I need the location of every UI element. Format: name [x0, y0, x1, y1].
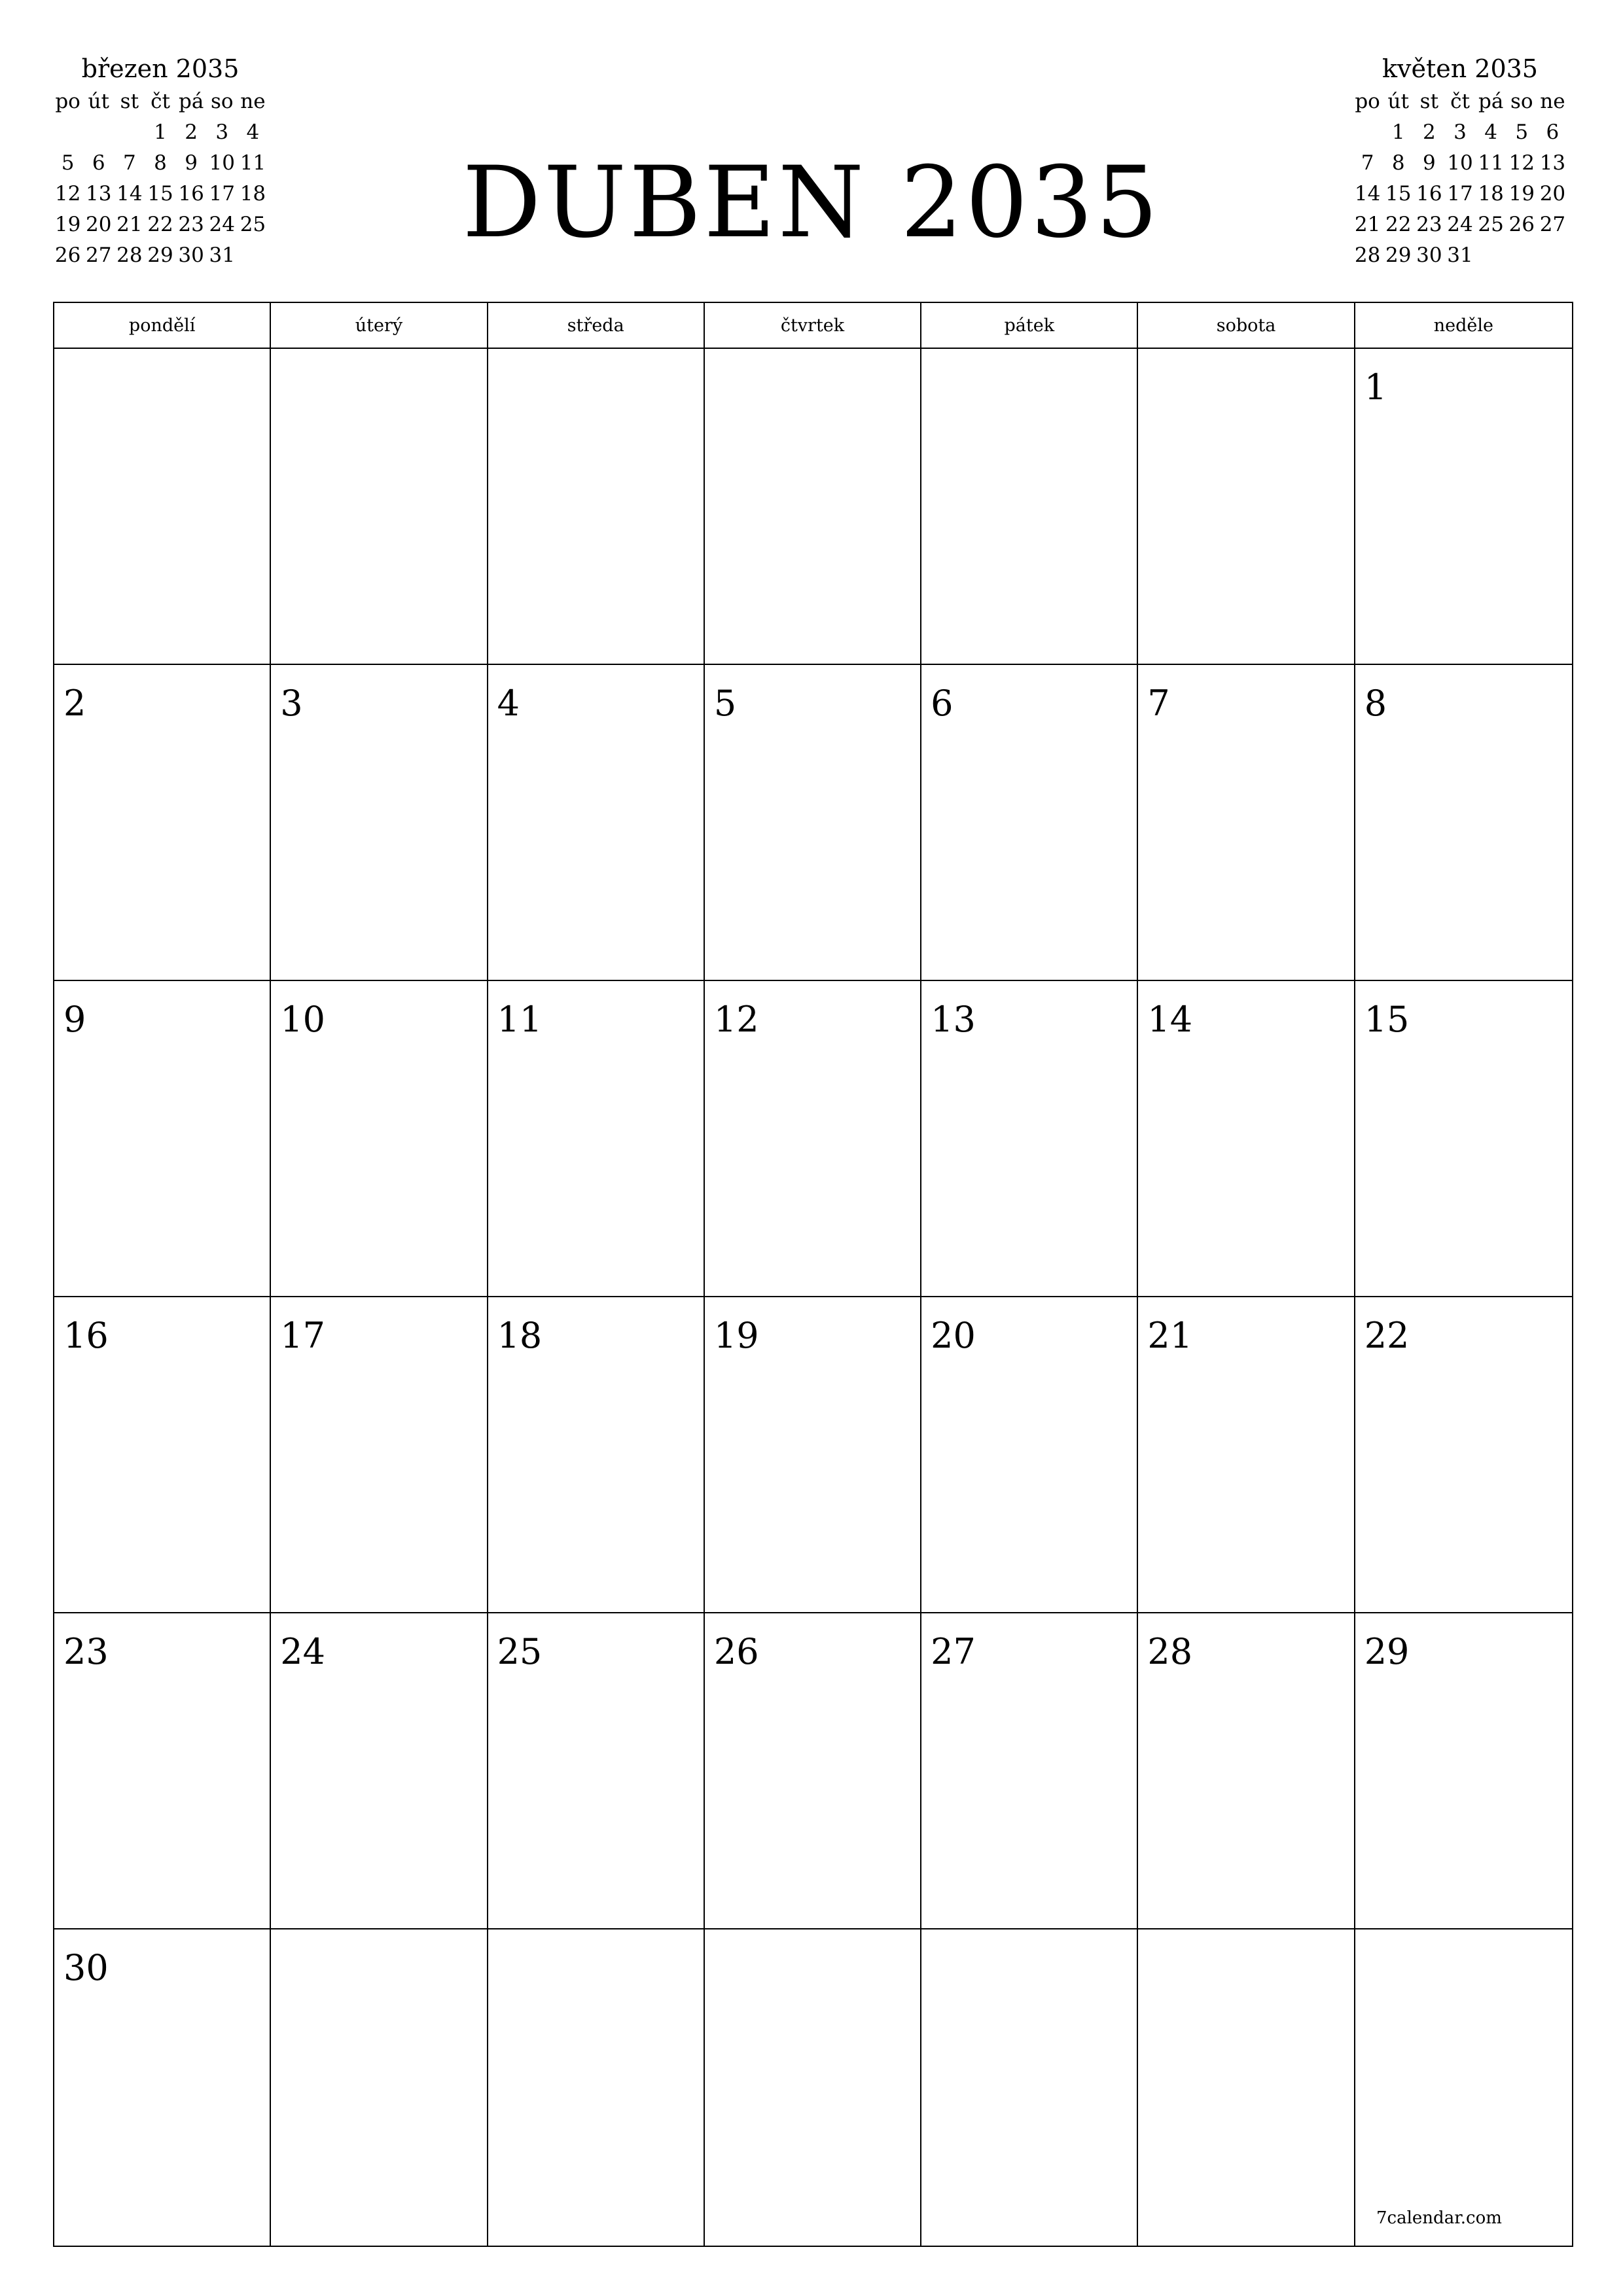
weekday-header: pátek — [921, 303, 1138, 349]
prev-month-weekday: so — [210, 90, 234, 113]
next-month-weekday: čt — [1450, 90, 1470, 113]
next-month-day: 24 — [1447, 213, 1473, 236]
next-month-day: 7 — [1361, 151, 1374, 175]
prev-month-day: 13 — [85, 182, 112, 206]
prev-month-day: 27 — [85, 243, 112, 267]
day-cell[interactable] — [488, 981, 705, 1297]
day-cell[interactable] — [1138, 349, 1355, 665]
next-month-mini-calendar — [1352, 51, 1568, 271]
day-number: 3 — [280, 683, 303, 724]
day-cell[interactable] — [921, 981, 1138, 1297]
next-month-day: 29 — [1385, 243, 1412, 267]
day-number: 30 — [63, 1947, 109, 1988]
day-cell[interactable] — [488, 1297, 705, 1613]
day-cell[interactable] — [1138, 981, 1355, 1297]
next-month-weekday: ne — [1540, 90, 1565, 113]
next-month-day: 8 — [1391, 151, 1405, 175]
prev-month-day: 9 — [185, 151, 198, 175]
weekday-header: sobota — [1138, 303, 1355, 349]
prev-month-weekday: út — [88, 90, 109, 113]
day-cell[interactable] — [705, 665, 921, 981]
prev-month-day: 14 — [116, 182, 143, 206]
prev-month-day — [114, 117, 145, 148]
next-month-day: 6 — [1546, 120, 1560, 144]
day-number: 22 — [1364, 1315, 1410, 1356]
day-number: 26 — [713, 1631, 759, 1672]
next-month-day: 11 — [1478, 151, 1504, 175]
day-cell[interactable] — [705, 349, 921, 665]
day-cell[interactable] — [271, 665, 488, 981]
prev-month-day: 29 — [147, 243, 173, 267]
day-cell[interactable] — [1355, 1613, 1572, 1929]
prev-month-day — [52, 117, 83, 148]
prev-month-day: 16 — [178, 182, 204, 206]
prev-month-day: 15 — [147, 182, 173, 206]
next-month-day: 18 — [1478, 182, 1504, 206]
day-cell[interactable] — [1355, 349, 1572, 665]
next-month-day: 16 — [1416, 182, 1442, 206]
footer-credit: 7calendar.com — [1376, 2208, 1502, 2228]
prev-month-day: 26 — [54, 243, 81, 267]
next-month-day: 30 — [1416, 243, 1442, 267]
prev-month-day: 5 — [61, 151, 75, 175]
next-month-day: 12 — [1508, 151, 1535, 175]
next-month-weekday: pá — [1478, 90, 1504, 113]
prev-month-day: 12 — [54, 182, 81, 206]
prev-month-day: 22 — [147, 213, 173, 236]
prev-month-day: 4 — [246, 120, 260, 144]
day-number: 2 — [63, 683, 86, 724]
day-number: 10 — [280, 999, 325, 1040]
day-cell[interactable] — [921, 1297, 1138, 1613]
next-month-weekday: po — [1355, 90, 1380, 113]
prev-month-day: 31 — [209, 243, 235, 267]
weekday-header: neděle — [1355, 303, 1572, 349]
day-cell[interactable] — [271, 981, 488, 1297]
next-month-day: 27 — [1539, 213, 1566, 236]
day-cell[interactable] — [271, 1929, 488, 2246]
day-cell[interactable] — [921, 1929, 1138, 2246]
next-month-day — [1476, 240, 1507, 271]
day-cell[interactable] — [488, 665, 705, 981]
day-number: 23 — [63, 1631, 109, 1672]
day-number: 24 — [280, 1631, 325, 1672]
day-cell[interactable] — [54, 1613, 271, 1929]
day-cell[interactable] — [1138, 665, 1355, 981]
day-cell[interactable] — [705, 1297, 921, 1613]
prev-month-day: 10 — [209, 151, 235, 175]
next-month-grid — [1352, 86, 1568, 271]
next-month-day: 20 — [1539, 182, 1566, 206]
day-cell[interactable] — [1355, 981, 1572, 1297]
prev-month-day: 2 — [185, 120, 198, 144]
prev-month-title: březen 2035 — [81, 54, 240, 83]
prev-month-day — [83, 117, 114, 148]
prev-month-day: 18 — [240, 182, 266, 206]
prev-month-day: 7 — [122, 151, 136, 175]
day-number: 5 — [713, 683, 737, 724]
prev-month-day: 11 — [240, 151, 266, 175]
day-number: 20 — [931, 1315, 976, 1356]
next-month-day — [1537, 240, 1568, 271]
day-number: 29 — [1364, 1631, 1410, 1672]
day-number: 15 — [1364, 999, 1410, 1040]
next-month-day: 5 — [1515, 120, 1529, 144]
next-month-day — [1507, 240, 1537, 271]
prev-month-weekday: čt — [151, 90, 170, 113]
prev-month-weekday: po — [55, 90, 80, 113]
next-month-day: 19 — [1508, 182, 1535, 206]
day-number: 13 — [931, 999, 976, 1040]
next-month-day: 17 — [1447, 182, 1473, 206]
next-month-day: 25 — [1478, 213, 1504, 236]
day-number: 7 — [1147, 683, 1170, 724]
next-month-title: květen 2035 — [1382, 54, 1538, 83]
day-number: 18 — [497, 1315, 543, 1356]
day-number: 25 — [497, 1631, 543, 1672]
day-cell[interactable] — [1138, 1613, 1355, 1929]
next-month-day: 26 — [1508, 213, 1535, 236]
prev-month-day: 30 — [178, 243, 204, 267]
next-month-day: 31 — [1447, 243, 1473, 267]
day-cell[interactable] — [705, 981, 921, 1297]
prev-month-day: 23 — [178, 213, 204, 236]
day-number: 14 — [1147, 999, 1193, 1040]
prev-month-day: 21 — [116, 213, 143, 236]
day-cell[interactable] — [54, 665, 271, 981]
day-number: 19 — [713, 1315, 759, 1356]
day-cell[interactable] — [271, 1297, 488, 1613]
next-month-day: 3 — [1454, 120, 1467, 144]
day-cell[interactable] — [1355, 1297, 1572, 1613]
day-cell[interactable] — [271, 349, 488, 665]
weekday-header: čtvrtek — [705, 303, 921, 349]
day-cell[interactable] — [54, 1297, 271, 1613]
day-cell[interactable] — [488, 1613, 705, 1929]
day-number: 4 — [497, 683, 520, 724]
month-grid — [53, 302, 1573, 2247]
day-cell[interactable] — [1138, 1929, 1355, 2246]
day-number: 9 — [63, 999, 86, 1040]
weekday-header: pondělí — [54, 303, 271, 349]
day-cell[interactable] — [488, 1929, 705, 2246]
prev-month-day: 24 — [209, 213, 235, 236]
weekday-header: úterý — [271, 303, 488, 349]
next-month-day: 4 — [1484, 120, 1497, 144]
next-month-day: 9 — [1422, 151, 1436, 175]
day-number: 27 — [931, 1631, 976, 1672]
day-cell[interactable] — [1355, 1929, 1572, 2246]
prev-month-day: 8 — [154, 151, 167, 175]
day-cell[interactable] — [705, 1613, 921, 1929]
prev-month-day: 25 — [240, 213, 266, 236]
day-number: 8 — [1364, 683, 1387, 724]
prev-month-day: 6 — [92, 151, 105, 175]
day-cell[interactable] — [921, 665, 1138, 981]
day-cell[interactable] — [54, 349, 271, 665]
day-number: 6 — [931, 683, 954, 724]
prev-month-day: 17 — [209, 182, 235, 206]
next-month-day: 1 — [1391, 120, 1405, 144]
next-month-day: 13 — [1539, 151, 1566, 175]
day-cell[interactable] — [1138, 1297, 1355, 1613]
prev-month-day: 3 — [215, 120, 229, 144]
next-month-day: 21 — [1354, 213, 1381, 236]
day-cell[interactable] — [1355, 665, 1572, 981]
next-month-day: 28 — [1354, 243, 1381, 267]
page-title: DUBEN 2035 — [462, 146, 1161, 260]
next-month-day: 23 — [1416, 213, 1442, 236]
prev-month-day: 28 — [116, 243, 143, 267]
next-month-day: 22 — [1385, 213, 1412, 236]
next-month-weekday: so — [1510, 90, 1533, 113]
day-cell[interactable] — [271, 1613, 488, 1929]
day-number: 17 — [280, 1315, 325, 1356]
day-number: 1 — [1364, 367, 1387, 408]
prev-month-day: 20 — [85, 213, 112, 236]
day-cell[interactable] — [705, 1929, 921, 2246]
day-cell[interactable] — [921, 1613, 1138, 1929]
next-month-day — [1352, 117, 1383, 148]
day-number: 16 — [63, 1315, 109, 1356]
day-cell[interactable] — [54, 981, 271, 1297]
prev-month-day: 1 — [154, 120, 167, 144]
next-month-day: 14 — [1354, 182, 1381, 206]
next-month-day: 2 — [1422, 120, 1436, 144]
day-number: 11 — [497, 999, 543, 1040]
next-month-day: 10 — [1447, 151, 1473, 175]
prev-month-weekday: ne — [240, 90, 266, 113]
day-cell[interactable] — [54, 1929, 271, 2246]
weekday-header: středa — [488, 303, 705, 349]
prev-month-weekday: st — [120, 90, 139, 113]
day-number: 28 — [1147, 1631, 1193, 1672]
day-cell[interactable] — [488, 349, 705, 665]
next-month-weekday: út — [1387, 90, 1409, 113]
day-number: 21 — [1147, 1315, 1193, 1356]
next-month-day: 15 — [1385, 182, 1412, 206]
next-month-weekday: st — [1419, 90, 1439, 113]
day-number: 12 — [713, 999, 759, 1040]
prev-month-weekday: pá — [178, 90, 204, 113]
prev-month-day: 19 — [54, 213, 81, 236]
day-cell[interactable] — [921, 349, 1138, 665]
